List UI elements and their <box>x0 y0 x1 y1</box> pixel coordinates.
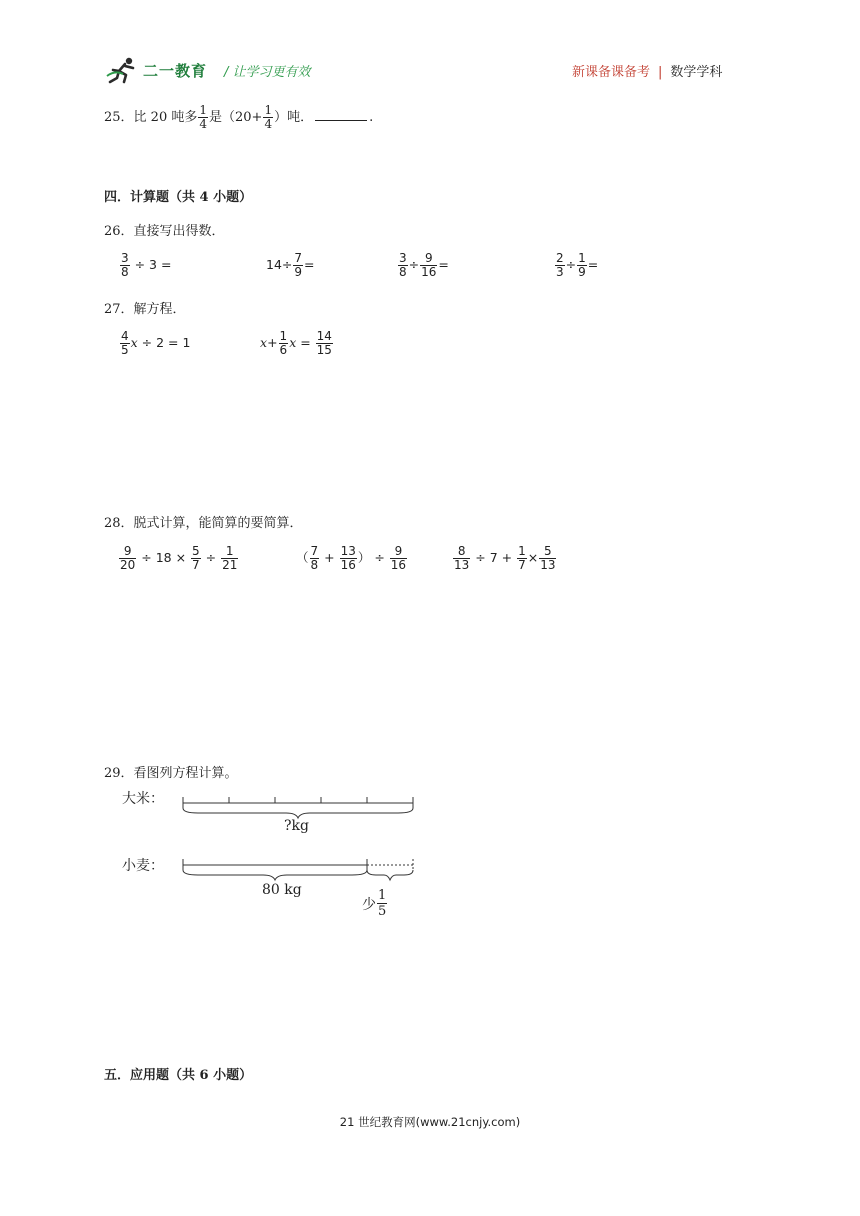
q25-fraction-1 <box>198 104 208 131</box>
less-fraction-num: 1 <box>378 888 387 903</box>
q26-e3-num2: 9 <box>424 251 433 265</box>
line-segment-diagram <box>178 790 423 890</box>
q26-e3-den2: 16 <box>421 265 437 279</box>
q26-e4-op: ÷ <box>565 257 577 272</box>
q28-expression-1 <box>118 545 239 572</box>
q28-e1-fraction-2 <box>191 545 201 572</box>
q28-e2-rparen: ） <box>357 550 371 565</box>
less-fraction-label <box>362 888 388 919</box>
q25-end: . <box>369 110 374 125</box>
less-fraction-den: 5 <box>378 904 387 919</box>
q25-frac1-num: 1 <box>199 103 207 117</box>
q28-e1-fraction-3 <box>221 545 238 572</box>
q28-e3-fraction-2 <box>517 545 527 572</box>
q26-e3-den1: 8 <box>399 265 407 279</box>
q27-eq2-result-num: 14 <box>316 329 332 343</box>
q28-e1-num1: 9 <box>123 544 132 558</box>
question-28: 28．脱式计算，能简算的要简算． <box>104 516 303 531</box>
q27-eq2-result-den: 15 <box>316 343 332 357</box>
q28-e3-num2: 1 <box>518 544 526 558</box>
q28-e3-num1: 8 <box>457 544 466 558</box>
q26-e2-num: 7 <box>294 251 303 265</box>
q26-e2-den: 9 <box>294 265 303 279</box>
q28-e1-fraction-1 <box>119 545 136 572</box>
q26-e3-rest: = <box>438 257 449 272</box>
section-4-title: 四．计算题（共 4 小题） <box>104 190 253 205</box>
q25-frac2-num: 1 <box>264 103 273 117</box>
runner-logo-icon <box>105 56 141 84</box>
q27-equation-1 <box>119 330 190 357</box>
q27-eq2-equals: = <box>296 335 315 350</box>
q28-e2-plus: + <box>320 550 339 565</box>
q27-eq2-result-fraction <box>316 330 333 357</box>
q25-mid: 是（20+ <box>209 110 263 125</box>
slogan: / 让学习更有效 <box>224 65 311 80</box>
q28-e2-fraction-1 <box>310 545 320 572</box>
q28-e3-den3: 13 <box>540 558 556 572</box>
q27-eq1-var: x <box>130 335 138 350</box>
q28-e3-fraction-1 <box>453 545 470 572</box>
q26-e4-num2: 1 <box>578 251 586 265</box>
q26-expression-3 <box>397 252 449 279</box>
q28-e1-den2: 7 <box>192 558 200 572</box>
q26-e3-fraction-1 <box>398 252 408 279</box>
q27-eq2-fraction <box>279 330 289 357</box>
rice-label: 大米： <box>122 791 164 807</box>
q28-e2-lparen: （ <box>296 550 309 565</box>
q27-eq2-var1: x <box>260 335 268 350</box>
q26-e4-den1: 3 <box>556 265 564 279</box>
q28-e1-den1: 20 <box>120 558 136 572</box>
q28-e3-fraction-3 <box>539 545 556 572</box>
q26-e2-pre: 14÷ <box>266 257 293 272</box>
q26-e2-rest: = <box>304 257 315 272</box>
q27-eq1-num: 4 <box>121 329 129 343</box>
q28-e1-mid: ÷ 18 × <box>137 550 191 565</box>
q28-e2-num2: 13 <box>340 544 356 558</box>
q28-e2-num1: 7 <box>310 544 319 558</box>
q28-e3-mid: ÷ 7 + <box>471 550 517 565</box>
q28-e1-num2: 5 <box>192 544 200 558</box>
header-subject-label: 数学学科 <box>670 65 723 80</box>
q28-expression-3 <box>452 545 557 572</box>
header-separator: | <box>658 65 663 80</box>
q28-e2-fraction-3 <box>390 545 407 572</box>
q25-answer-blank[interactable] <box>315 120 367 121</box>
q28-e3-op: × <box>527 550 539 565</box>
q28-expression-2 <box>296 545 408 572</box>
rice-segment <box>183 797 413 818</box>
q28-e2-op: ÷ <box>370 550 389 565</box>
q28-e2-num3: 9 <box>394 544 403 558</box>
q28-e1-den3: 21 <box>222 558 238 572</box>
q25-frac1-den: 4 <box>199 117 207 131</box>
q26-expression-2 <box>266 252 315 279</box>
wheat-segment <box>183 859 413 880</box>
q27-eq2-den: 6 <box>279 343 288 357</box>
q26-e4-fraction-2 <box>577 252 587 279</box>
less-text: 少 <box>362 896 376 913</box>
q27-eq2-var2: x <box>289 335 297 350</box>
q28-e2-fraction-2 <box>340 545 357 572</box>
q28-e3-den1: 13 <box>454 558 470 572</box>
q27-eq1-den: 5 <box>121 343 129 357</box>
q26-e4-rest: = <box>587 257 599 272</box>
q27-eq2-num: 1 <box>279 329 288 343</box>
logo <box>105 56 207 84</box>
page-footer: 21 世纪教育网(www.21cnjy.com) <box>339 1115 521 1129</box>
q27-eq1-fraction <box>120 330 130 357</box>
q26-e3-op: ÷ <box>408 257 420 272</box>
q26-e1-rest: ÷ 3 = <box>130 257 172 272</box>
q25-frac2-den: 4 <box>264 117 273 131</box>
q26-e1-fraction <box>120 252 130 279</box>
q25-suffix: ）吨． <box>274 110 314 125</box>
question-27: 27．解方程． <box>104 302 186 317</box>
q26-e4-fraction-1 <box>555 252 565 279</box>
q26-expression-1 <box>119 252 171 279</box>
rice-total-label: ?kg <box>284 818 309 834</box>
q28-e2-den3: 16 <box>390 558 407 572</box>
question-25 <box>104 104 373 131</box>
logo-text: 二一教育 <box>143 61 208 80</box>
header-right <box>572 61 722 80</box>
question-26: 26．直接写出得数． <box>104 224 225 239</box>
q26-e3-fraction-2 <box>420 252 437 279</box>
q27-eq1-rest: ÷ 2 = 1 <box>137 335 191 350</box>
q26-e2-fraction <box>293 252 303 279</box>
wheat-amount-label: 80 kg <box>262 882 302 898</box>
q26-e4-den2: 9 <box>578 265 586 279</box>
q27-equation-2 <box>260 330 334 357</box>
header-course-label: 新课备课备考 <box>572 65 651 80</box>
q28-e3-num3: 5 <box>544 544 552 558</box>
q26-e4-num1: 2 <box>556 251 564 265</box>
question-29: 29．看图列方程计算。 <box>104 766 238 781</box>
q26-e1-num: 3 <box>121 251 129 265</box>
wheat-label: 小麦： <box>122 858 164 874</box>
q28-e2-den1: 8 <box>310 558 319 572</box>
q28-e3-den2: 7 <box>518 558 526 572</box>
less-fraction <box>377 888 387 919</box>
q26-expression-4 <box>554 252 598 279</box>
section-5-title: 五．应用题（共 6 小题） <box>104 1068 253 1083</box>
q28-e1-op: ÷ <box>201 550 221 565</box>
q25-prefix: 25．比 20 吨多 <box>104 110 198 125</box>
q27-eq2-plus: + <box>267 335 278 350</box>
q28-e1-num3: 1 <box>225 544 234 558</box>
q26-e3-num1: 3 <box>399 251 407 265</box>
q28-e2-den2: 16 <box>340 558 356 572</box>
q25-fraction-2 <box>263 104 273 131</box>
q26-e1-den: 8 <box>121 265 129 279</box>
